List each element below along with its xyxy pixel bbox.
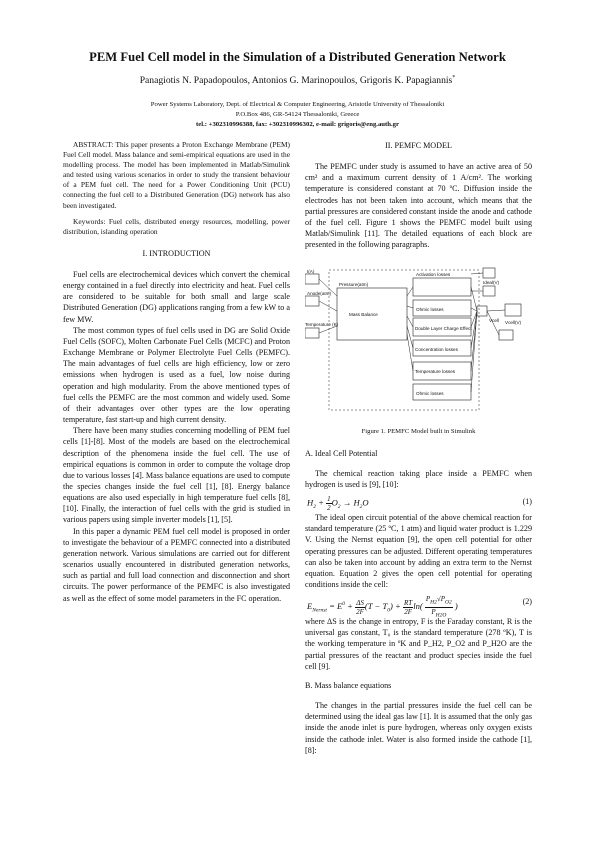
affiliation xyxy=(0,100,595,130)
paper-title: PEM Fuel Cell model in the Simulation of a Distributed Generation Network xyxy=(89,50,506,64)
label-mass-balance: Mass Balance xyxy=(349,312,378,318)
label-vcell: Vcell xyxy=(489,318,499,324)
intro-paragraph-4: In this paper a dynamic PEM fuel cell model is proposed in order to investigate the behaviour of a PEMFC connected into a distributed generation network. Various simulations are carried out for different scenarios usually encountered in distributed generation networks, such as partial and full load connection and disconnection and short circuits. The power performance of the PEMFC is also investigated as well as the effect of some model parameters in the FC operation. xyxy=(63,526,290,603)
label-ohmic-2: Ohmic losses xyxy=(416,391,444,397)
equation-1-body: $H_2$ + $\frac{1}{2}$ $O_2 \to H_2O$ xyxy=(307,495,369,513)
equation-1 xyxy=(305,490,532,512)
display-block xyxy=(499,330,513,340)
label-current: I(A) xyxy=(307,269,315,275)
subsection-mass-balance: B. Mass balance equations xyxy=(305,680,392,690)
right-column xyxy=(305,140,532,756)
label-ohmic: Ohmic losses xyxy=(416,307,444,313)
left-column xyxy=(63,140,290,604)
label-pressure: Pressure(atm) xyxy=(339,282,369,288)
scope-block-2 xyxy=(483,286,495,296)
abstract: ABSTRACT: This paper presents a Proton Exchange Membrane (PEM) Fuel Cell model. Mass balance and semi-empirical equations are used in the modelling process. The model has been implemented in Matlab/Simulink and tested using various scenarios in order to study the transient behaviour of a PEM fuel cell. The need for a Power Conditioning Unit (PCU) connecting the fuel cell to a Distributed Generation (DG) network has also been investigated. xyxy=(63,140,290,210)
section-heading-introduction: I. INTRODUCTION xyxy=(142,248,211,258)
label-concentration: Concentration losses xyxy=(415,347,458,353)
output-block xyxy=(505,304,521,316)
mass-paragraph-1: The changes in the partial pressures inside the fuel cell can be determined using the ideal gas law [1]. It is assumed that the only gas inside the anode inlet is pure hydrogen, whereas only oxygen exists inside the cathode inlet. Water is also formed inside the cathode [1], [8]: xyxy=(305,701,532,755)
ideal-paragraph-2: The ideal open circuit potential of the above chemical reaction for standard temperature (25 ºC, 1 atm) and liquid water product is 1.229 V. Using the Nernst equation [9], the open cell potential for other operating pressures can be adjusted. Different operating temperatures can also be taken into account by adding an extra term to the Nernst equation. Equation 2 gives the open cell potential for operating conditions inside the cell: xyxy=(305,513,532,589)
authors-names: Panagiotis N. Papadopoulos, Antonios G. Marinopoulos, Grigoris K. Papagiannis xyxy=(139,75,453,87)
where-paragraph: where ΔS is the change in entropy, F is the Faraday constant, R is the universal gas constant, T₀ is the standard temperature (278 ºK), T is the working temperature in ºK and P_H2, P_O2 and P_H2O are the partial pressures of the reactant and product species inside the fuel cell [9]. xyxy=(305,617,532,671)
equation-1-number: (1) xyxy=(522,497,532,507)
author-mark: * xyxy=(452,75,456,81)
intro-paragraph-3: There have been many studies concerning modelling of PEM fuel cells [1]-[8]. Most of the models are based on the electrochemical description of the phenomena inside the fuel cell. The use of empirical equations is common in order to compute the voltage drop due to various losses [4]. Mass balance equations are used to compute the species changes inside the fuel cell [1], [8]. Energy balance equations are also used especially in high temperature fuel cells [8], [10]. Finally, the interaction of fuel cells with the grid is studied in various papers using simple inverter models [1], [5]. xyxy=(63,426,290,525)
section-heading-pemfc-model: II. PEMFC MODEL xyxy=(385,141,452,150)
pressure-input-block xyxy=(305,296,319,306)
activation-losses-block xyxy=(413,278,471,296)
intro-paragraph-2: The most common types of fuel cells used in DG are Solid Oxide Fuel Cells (SOFC), Molten Carbonate Fuel Cells (MCFC) and Proton Exchange Membrane or Polymer Electrolyte Fuel Cells (PEMFC). The main advantages of fuel cells are high efficiency, low or zero emissions when hydrogen is used as a fuel, low noise during operation and high modularity. From the above mentioned types of fuel cells the PEMFC are the most common and widely used. Some of their advantages over other types are the low operating temperature, fast start-up and high current density. xyxy=(63,325,290,425)
model-paragraph-1: The PEMFC under study is assumed to have an active area of 50 cm² and a maximum current density of 1 A/cm². The working temperature is considered constant at 70 ºC. Diffusion inside the electrodes has not been taken into account, which means that the partial pressures are considered constant inside the anode and cathode of the fuel cell. Figure 1 shows the PEMFC model built using Matlab/Simulink [11]. The detailed equations of each block are presented in the following paragraphs. xyxy=(305,162,532,250)
label-temperature: Temperature (K) xyxy=(305,322,339,328)
simulink-figure xyxy=(305,266,532,416)
label-vout: Vcell(V) xyxy=(505,320,522,326)
equation-2 xyxy=(305,590,532,616)
contact-line: tel.: +302310996388, fax: +302310996302, e-mail: grigoris@eng.auth.gr xyxy=(196,121,399,128)
affiliation-line-1: Power Systems Laboratory, Dept. of Electrical & Computer Engineering, Aristotle University of Thessaloniki xyxy=(150,101,445,108)
figure-caption: Figure 1. PEMFC Model built in Simulink xyxy=(361,428,476,436)
ideal-paragraph-1: The chemical reaction taking place inside a PEMFC when hydrogen is used is [9], [10]: xyxy=(305,468,532,489)
equation-2-number: (2) xyxy=(522,597,532,607)
label-temperature-losses: Temperature losses xyxy=(415,369,456,375)
temperature-input-block xyxy=(305,328,319,338)
affiliation-line-2: P.O.Box 486, GR-54124 Thessaloniki, Greece xyxy=(235,111,360,118)
label-double-layer: Double Layer Charge Effect xyxy=(415,326,472,332)
equation-2-body: $E_{Nernst} = E^0$ + $\frac{\Delta S}{2F}$ $(T - T_0)$ + $\frac{RT}{2F}$ ln( $\frac{P_{H2}√P_{O2}}{P_{H2O}}$ ) xyxy=(307,595,458,618)
label-ideal: Ideal(V) xyxy=(483,280,500,286)
subsection-ideal-cell-potential: A. Ideal Cell Potential xyxy=(305,448,378,458)
simulink-diagram xyxy=(305,266,532,416)
sum-block xyxy=(477,306,487,316)
current-input-block xyxy=(305,274,319,284)
label-activation: Activation losses xyxy=(416,272,451,278)
intro-paragraph-1: Fuel cells are electrochemical devices which convert the chemical energy contained in a fuel directly into electricity and heat. Fuel cells are considered to be suitable for both small and large scale Distributed Generation (DG) applications ranging from a few kW to a few MW. xyxy=(63,270,290,324)
keywords: Keywords: Fuel cells, distributed energy resources, modelling, power distribution, islanding operation xyxy=(63,216,290,236)
label-anode: Anode(atm) xyxy=(307,291,332,297)
scope-block-1 xyxy=(483,268,495,278)
author-list xyxy=(0,75,595,86)
